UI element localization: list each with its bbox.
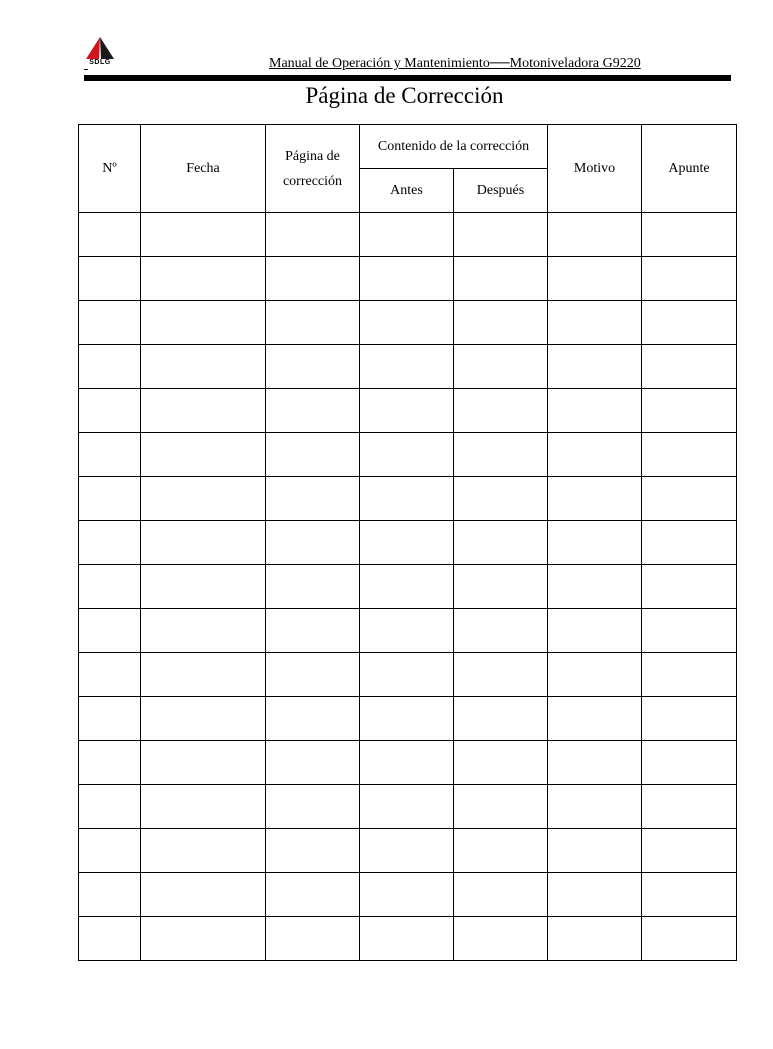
table-cell[interactable] (79, 389, 141, 433)
correction-table (78, 124, 737, 961)
table-cell[interactable] (266, 213, 360, 257)
table-cell[interactable] (141, 433, 266, 477)
table-cell[interactable] (79, 565, 141, 609)
table-cell[interactable] (266, 389, 360, 433)
column-header-apunte: Apunte (642, 125, 737, 213)
column-header-despues: Después (454, 169, 548, 213)
table-cell[interactable] (360, 653, 454, 697)
table-cell[interactable] (548, 257, 642, 301)
table-cell[interactable] (266, 301, 360, 345)
table-cell[interactable] (454, 873, 548, 917)
table-cell[interactable] (548, 741, 642, 785)
page-title (0, 83, 773, 109)
table-cell[interactable] (266, 477, 360, 521)
table-cell[interactable] (141, 257, 266, 301)
table-cell[interactable] (548, 785, 642, 829)
table-cell[interactable] (642, 917, 737, 961)
table-cell[interactable] (360, 345, 454, 389)
column-header-antes: Antes (360, 169, 454, 213)
table-row (79, 565, 737, 609)
table-cell[interactable] (548, 873, 642, 917)
table-cell[interactable] (79, 785, 141, 829)
table-cell[interactable] (266, 697, 360, 741)
table-cell[interactable] (79, 697, 141, 741)
table-cell[interactable] (141, 301, 266, 345)
table-cell[interactable] (642, 785, 737, 829)
table-cell[interactable] (141, 389, 266, 433)
table-cell[interactable] (360, 389, 454, 433)
table-cell[interactable] (141, 829, 266, 873)
table-cell[interactable] (454, 301, 548, 345)
table-cell[interactable] (360, 433, 454, 477)
table-cell[interactable] (642, 433, 737, 477)
table-cell[interactable] (79, 257, 141, 301)
table-cell[interactable] (79, 873, 141, 917)
table-cell[interactable] (548, 697, 642, 741)
table-cell[interactable] (360, 213, 454, 257)
table-cell[interactable] (79, 653, 141, 697)
table-cell[interactable] (642, 257, 737, 301)
table-cell[interactable] (548, 609, 642, 653)
table-cell[interactable] (454, 741, 548, 785)
table-cell[interactable] (454, 829, 548, 873)
table-cell[interactable] (454, 477, 548, 521)
table-cell[interactable] (642, 213, 737, 257)
table-cell[interactable] (642, 345, 737, 389)
table-row (79, 653, 737, 697)
table-cell[interactable] (79, 345, 141, 389)
table-cell[interactable] (141, 477, 266, 521)
table-cell[interactable] (360, 565, 454, 609)
table-cell[interactable] (642, 741, 737, 785)
table-cell[interactable] (454, 433, 548, 477)
column-header-pagina-line1: Página de (285, 148, 340, 164)
table-row (79, 785, 737, 829)
sdlg-logo (84, 37, 116, 69)
table-cell[interactable] (266, 873, 360, 917)
table-row (79, 345, 737, 389)
table-cell[interactable] (548, 213, 642, 257)
table-cell[interactable] (454, 345, 548, 389)
table-row (79, 477, 737, 521)
column-header-contenido: Contenido de la corrección (360, 125, 548, 169)
table-row (79, 873, 737, 917)
table-cell[interactable] (548, 653, 642, 697)
table-cell[interactable] (454, 653, 548, 697)
table-cell[interactable] (79, 477, 141, 521)
table-cell[interactable] (79, 829, 141, 873)
table-cell[interactable] (360, 697, 454, 741)
table-cell[interactable] (141, 917, 266, 961)
table-cell[interactable] (266, 653, 360, 697)
table-cell[interactable] (141, 697, 266, 741)
logo-text: SDLG (89, 59, 111, 66)
table-row (79, 521, 737, 565)
table-cell[interactable] (548, 433, 642, 477)
table-cell[interactable] (454, 917, 548, 961)
table-row (79, 697, 737, 741)
table-cell[interactable] (141, 345, 266, 389)
table-cell[interactable] (454, 521, 548, 565)
table-cell[interactable] (360, 609, 454, 653)
table-cell[interactable] (266, 741, 360, 785)
table-row (79, 741, 737, 785)
table-cell[interactable] (642, 653, 737, 697)
table-cell[interactable] (141, 213, 266, 257)
table-cell[interactable] (79, 213, 141, 257)
table-row (79, 213, 737, 257)
table-cell[interactable] (360, 741, 454, 785)
table-cell[interactable] (454, 257, 548, 301)
table-cell[interactable] (360, 301, 454, 345)
table-cell[interactable] (642, 873, 737, 917)
table-row (79, 257, 737, 301)
page-title-text: Página de Corrección (305, 83, 504, 108)
table-cell[interactable] (79, 521, 141, 565)
table-cell[interactable] (266, 917, 360, 961)
table-row (79, 609, 737, 653)
logo-underline (84, 69, 88, 70)
table-cell[interactable] (266, 433, 360, 477)
table-cell[interactable] (642, 477, 737, 521)
table-cell[interactable] (642, 389, 737, 433)
table-cell[interactable] (79, 609, 141, 653)
table-row (79, 829, 737, 873)
table-cell[interactable] (454, 565, 548, 609)
table-cell[interactable] (642, 521, 737, 565)
table-cell[interactable] (548, 521, 642, 565)
table-cell[interactable] (141, 873, 266, 917)
table-cell[interactable] (642, 565, 737, 609)
table-cell[interactable] (548, 477, 642, 521)
table-cell[interactable] (454, 785, 548, 829)
table-row (79, 389, 737, 433)
table-cell[interactable] (454, 389, 548, 433)
table-cell[interactable] (360, 477, 454, 521)
table-cell[interactable] (548, 917, 642, 961)
table-cell[interactable] (266, 785, 360, 829)
table-cell[interactable] (360, 917, 454, 961)
table-cell[interactable] (642, 697, 737, 741)
table-cell[interactable] (548, 301, 642, 345)
table-cell[interactable] (79, 917, 141, 961)
header-rule (84, 75, 731, 81)
table-cell[interactable] (454, 609, 548, 653)
table-cell[interactable] (141, 653, 266, 697)
column-header-pagina-line2: corrección (282, 173, 343, 189)
table-cell[interactable] (360, 873, 454, 917)
table-cell[interactable] (642, 301, 737, 345)
column-header-fecha: Fecha (141, 125, 266, 213)
table-cell[interactable] (141, 785, 266, 829)
table-row (79, 301, 737, 345)
table-cell[interactable] (642, 609, 737, 653)
table-cell[interactable] (360, 257, 454, 301)
table-cell[interactable] (548, 389, 642, 433)
column-header-pagina (266, 125, 360, 213)
table-cell[interactable] (454, 697, 548, 741)
table-cell[interactable] (360, 785, 454, 829)
table-cell[interactable] (266, 565, 360, 609)
table-cell[interactable] (548, 565, 642, 609)
column-header-no: Nº (79, 125, 141, 213)
table-cell[interactable] (79, 433, 141, 477)
table-cell[interactable] (454, 213, 548, 257)
sdlg-triangle-icon (86, 37, 114, 59)
table-cell[interactable] (141, 521, 266, 565)
table-cell[interactable] (360, 829, 454, 873)
table-cell[interactable] (141, 741, 266, 785)
table-body (79, 213, 737, 961)
table-cell[interactable] (642, 829, 737, 873)
table-cell[interactable] (360, 521, 454, 565)
table-cell[interactable] (266, 609, 360, 653)
table-cell[interactable] (548, 829, 642, 873)
table-row (79, 433, 737, 477)
manual-title: Manual de Operación y Mantenimiento──Motoniveladora G9220 (269, 56, 641, 71)
table-cell[interactable] (548, 345, 642, 389)
table-cell[interactable] (141, 609, 266, 653)
table-cell[interactable] (266, 829, 360, 873)
table-row (79, 917, 737, 961)
table-cell[interactable] (141, 565, 266, 609)
column-header-motivo: Motivo (548, 125, 642, 213)
table-cell[interactable] (266, 521, 360, 565)
table-cell[interactable] (79, 741, 141, 785)
table-cell[interactable] (79, 301, 141, 345)
table-cell[interactable] (266, 345, 360, 389)
table-cell[interactable] (266, 257, 360, 301)
